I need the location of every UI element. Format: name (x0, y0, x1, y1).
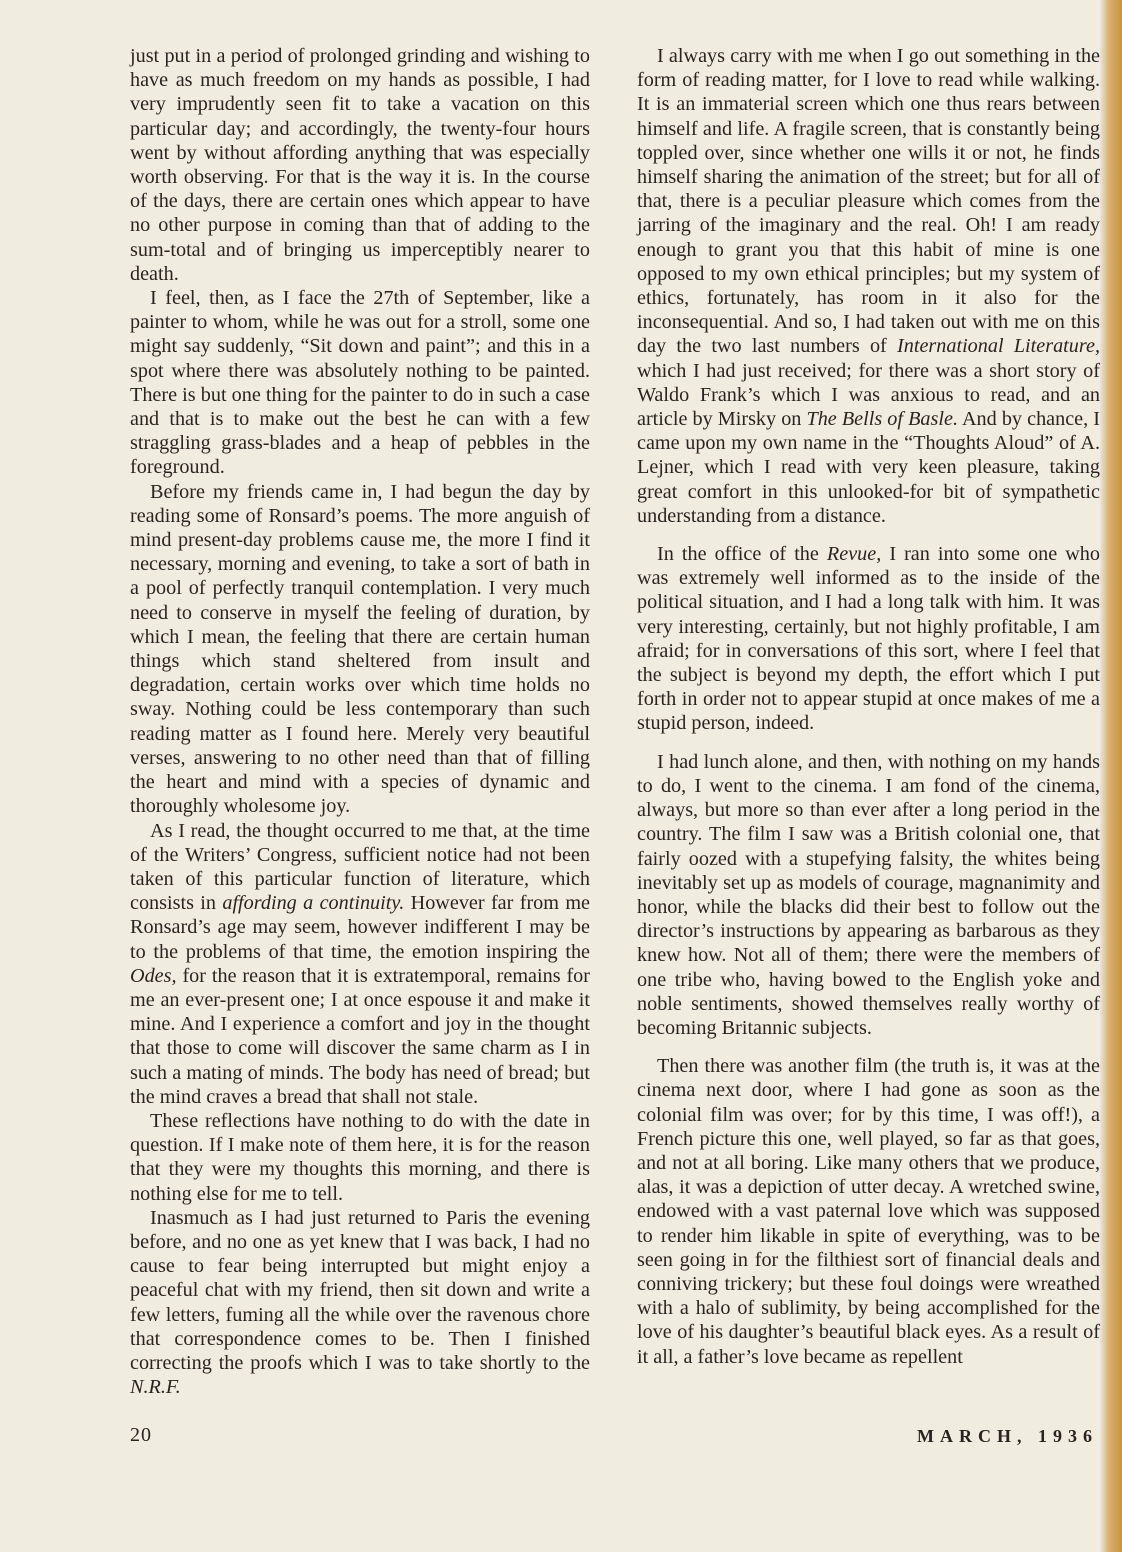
text-run: And by chance, I came upon my own name in the “Thoughts Aloud” of A. Lejner, which I read with very keen pleasure, taking great comfort in this unlooked-for bit of sympathetic understanding from a distance. (637, 408, 1100, 527)
emphasis-text: International Literature, (897, 335, 1100, 358)
emphasis-text: The Bells of Basle. (806, 408, 958, 431)
paragraph: I feel, then, as I face the 27th of September, like a painter to whom, while he was out for a stroll, some one might say suddenly, “Sit down and paint”; and this in a spot where there was absolutely nothing to be painted. There is but one thing for the painter to do in such a case and that is to make out the best he can with a few straggling grass-blades and a heap of pebbles in the foreground. (130, 287, 590, 479)
paragraph (130, 1206, 590, 1400)
emphasis-text: N.R.F. (130, 1376, 181, 1399)
text-run: I always carry with me when I go out something in the form of reading matter, for I love to read while walking. It is an immaterial screen which one thus rears between himself and life. A fragile screen, that is constantly being toppled over, since whether one wills it or not, he finds himself sharing the animation of the street; but for all of that, there is a peculiar pleasure which comes from the jarring of the imaginary and the real. Oh! I am ready enough to grant you that this habit of mine is one opposed to my own ethical principles; but my system of ethics, fortunately, has room in it also for the inconsequential. And so, I had taken out with me on this day the two last numbers of (637, 45, 1100, 358)
emphasis-text: Odes, (130, 964, 177, 987)
paragraph (637, 542, 1100, 736)
emphasis-text: affording a continuity. (222, 892, 405, 915)
issue-date: MARCH, 1936 (917, 1426, 1098, 1446)
paragraph: Before my friends came in, I had begun the day by reading some of Ronsard’s poems. The more anguish of mind present-day problems cause me, the more I find it necessary, morning and evening, to take a sort of bath in a pool of perfectly tranquil contemplation. I very much need to conserve in myself the feeling of duration, by which I mean, the feeling that there are certain human things which stand sheltered from insult and degradation, certain works over which time holds no sway. Nothing could be less contemporary than such reading matter as I found here. Merely very beautiful verses, answering to no other need than that of filling the heart and mind with a species of dynamic and thoroughly wholesome joy. (130, 480, 590, 818)
right-column (637, 44, 1100, 1369)
paragraph: I had lunch alone, and then, with nothing on my hands to do, I went to the cinema. I am fond of the cinema, always, but more so than ever after a long period in the country. The film I saw was a British colonial one, that fairly oozed with a stupefying falsity, the whites being inevitably set up as models of courage, magnanimity and honor, while the blacks did their best to follow out the director’s instructions by appearing as barbarous as they knew how. Not all of them; there were the members of one tribe who, having bowed to the English yoke and noble sentiments, showed themselves really worthy of becoming Britannic subjects. (637, 750, 1100, 1039)
left-column (130, 44, 590, 1399)
text-run: I ran into some one who was extremely well informed as to the inside of the political situation, and I had a long talk with him. It was very interesting, certainly, but not highly profitable, I am afraid; for in conversations of this sort, where I feel that the subject is beyond my depth, the effort which I put forth in order not to appear stupid at once makes of me a stupid person, indeed. (637, 543, 1100, 735)
text-run: Inasmuch as I had just returned to Paris the evening before, and no one as yet knew that I was back, I had no cause to fear being interrupted but might enjoy a peaceful chat with my friend, then sit down and write a few letters, fuming all the while over the ravenous chore that correspondence comes to be. Then I finished correcting the proofs which I was to take shortly to the (130, 1206, 590, 1374)
text-run: In the office of the (657, 543, 827, 566)
paragraph (130, 819, 590, 1109)
text-run: As I read, the thought occurred to me that, at the time of the Writers’ Congress, sufficient notice had not been taken of this particular function of literature, which consists in (130, 819, 590, 915)
paragraph (637, 44, 1100, 528)
emphasis-text: Revue, (826, 543, 882, 566)
page-edge (1100, 0, 1122, 1552)
paragraph: Then there was another film (the truth is, it was at the cinema next door, where I had gone as soon as the colonial film was over; for by this time, I was off!), a French picture this one, well played, so far as that goes, and not at all boring. Like many others that we produce, alas, it was a depiction of utter decay. A wretched swine, endowed with a vast paternal love which was supposed to render him likable in spite of everything, was to be seen going in for the filthiest sort of financial deals and conniving trickery; but these foul doings were wreathed with a halo of sublimity, by being accomplished for the love of his daughter’s beautiful black eyes. As a result of it all, a father’s love became as repellent (637, 1055, 1100, 1368)
text-run: which I had just received; for there was a short story of Waldo Frank’s which I was anxious to read, and an article by Mirsky on (637, 359, 1100, 431)
paragraph: These reflections have nothing to do with the date in question. If I make note of them here, it is for the reason that they were my thoughts this morning, and there is nothing else for me to tell. (130, 1109, 590, 1205)
page-number: 20 (130, 1424, 152, 1446)
text-run: However far from me Ronsard’s age may seem, however indifferent I may be to the problems of that time, the emotion inspiring the (130, 892, 590, 963)
text-run: for the reason that it is extratemporal, remains for me an ever-present one; I at once espouse it and make it mine. And I experience a comfort and joy in the thought that those to come will discover the same charm as I in such a mating of minds. The body has need of bread; but the mind craves a bread that shall not stale. (130, 964, 590, 1108)
paragraph: just put in a period of prolonged grinding and wishing to have as much freedom on my hands as possible, I had very imprudently seen fit to take a vacation on this particular day; and accordingly, the twenty-four hours went by without affording anything that was especially worth observing. For that is the way it is. In the course of the days, there are certain ones which appear to have no other purpose in coming than that of adding to the sum-total and of bringing us imperceptibly nearer to death. (130, 45, 590, 285)
